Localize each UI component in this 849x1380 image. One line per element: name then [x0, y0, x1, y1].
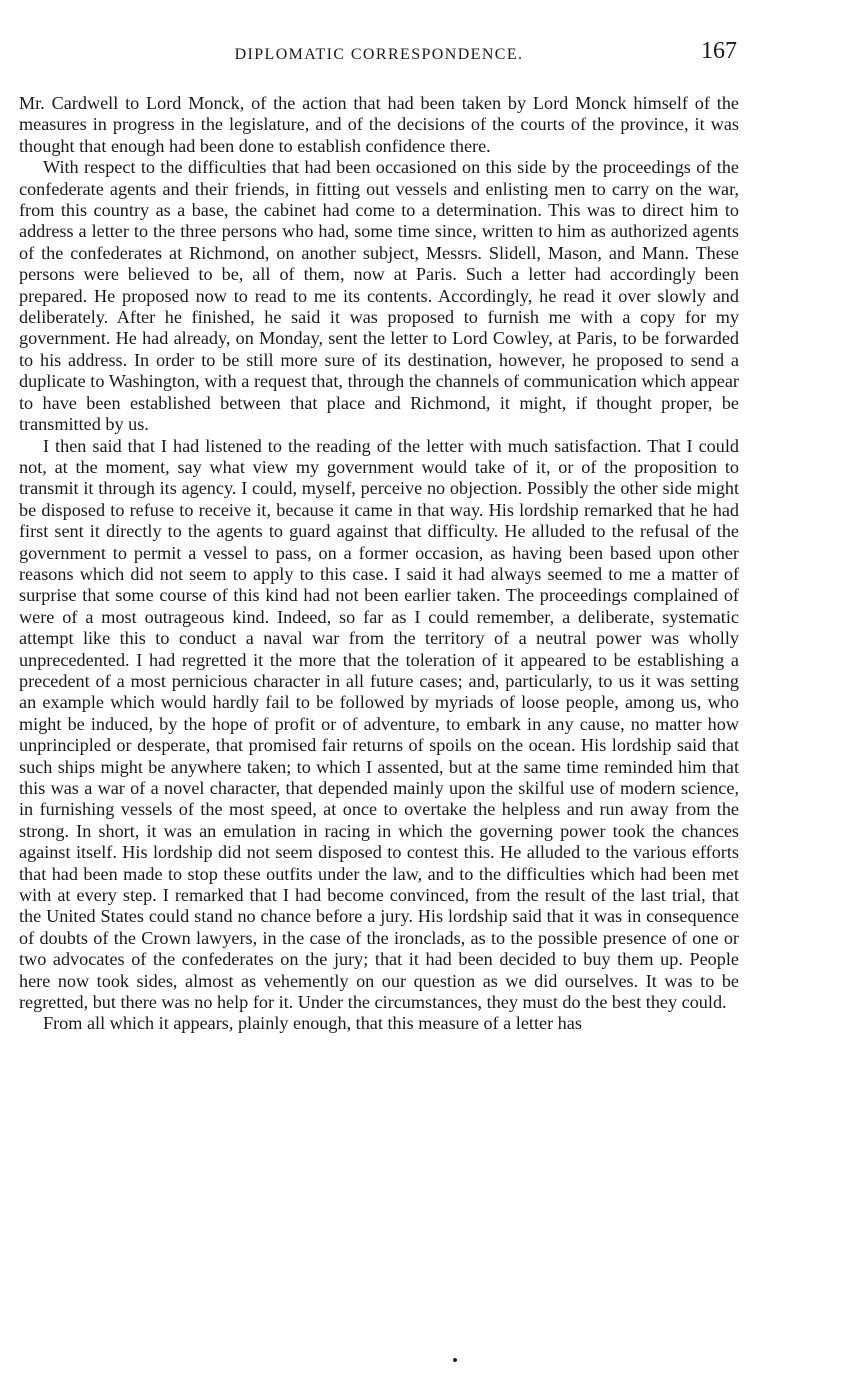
- body-text: [19, 93, 739, 1035]
- page-number: 167: [701, 38, 737, 64]
- running-title: DIPLOMATIC CORRESPONDENCE.: [234, 46, 524, 63]
- running-head: [19, 38, 739, 72]
- paragraph: I then said that I had listened to the reading of the letter with much satisfaction. That I could not, at the moment, say what view my government would take of it, or of the proposition to transmit it through its agency. I could, myself, perceive no objection. Possibly the other side might be disposed to refuse to receive it, because it came in that way. His lordship remarked that he had first sent it directly to the agents to guard against that difficulty. He alluded to the refusal of the government to permit a vessel to pass, on a former occasion, as having been based upon other reasons which did not seem to apply to this case. I said it had always seemed to me a matter of surprise that some course of this kind had not been earlier taken. The proceedings complained of were of a most outrageous kind. Indeed, so far as I could remember, a deliberate, systematic attempt like this to conduct a naval war from the territory of a neutral power was wholly unprecedented. I had regretted it the more that the toleration of it appeared to be establishing a precedent of a most pernicious character in all future cases; and, particularly, to us it was setting an example which would hardly fail to be followed by myriads of loose people, among us, who might be induced, by the hope of profit or of adventure, to embark in any cause, no matter how unprincipled or desperate, that promised fair returns of spoils on the ocean. His lordship said that such ships might be anywhere taken; to which I assented, but at the same time reminded him that this was a war of a novel character, that depended mainly upon the skilful use of modern science, in furnishing vessels of the most speed, at once to overtake the helpless and run away from the strong. In short, it was an emulation in racing in which the governing power took the chances against itself. His lordship did not seem disposed to contest this. He alluded to the various efforts that had been made to stop these outfits under the law, and to the difficulties which had been met with at every step. I remarked that I had become convinced, from the result of the last trial, that the United States could stand no chance before a jury. His lordship said that it was in consequence of doubts of the Crown lawyers, in the case of the ironclads, as to the possible presence of one or two advocates of the confederates on the jury; that it had been decided to buy them up. People here now took sides, almost as vehemently on our question as we did ourselves. It was to be regretted, but there was no help for it. Under the circumstances, they must do the best they could.: [19, 435, 739, 1013]
- footer-dot-mark: [453, 1358, 457, 1362]
- paragraph: From all which it appears, plainly enough, that this measure of a letter has: [43, 1013, 582, 1034]
- paragraph: With respect to the difficulties that had been occasioned on this side by the proceedings of the confederate agents and their friends, in fitting out vessels and enlisting men to carry on the war, from this country as a base, the cabinet had come to a determination. This was to direct him to address a letter to the three persons who had, some time since, written to him as authorized agents of the confederates at Richmond, on another subject, Messrs. Slidell, Mason, and Mann. These persons were believed to be, all of them, now at Paris. Such a letter had accordingly been prepared. He proposed now to read to me its contents. Accordingly, he read it over slowly and deliberately. After he finished, he said it was proposed to furnish me with a copy for my government. He had already, on Monday, sent the letter to Lord Cowley, at Paris, to be forwarded to his address. In order to be still more sure of its destination, however, he proposed to send a duplicate to Washington, with a request that, through the channels of communication which appear to have been established between that place and Richmond, it might, if thought proper, be transmitted by us.: [19, 157, 739, 435]
- document-page: [19, 38, 739, 1035]
- paragraph-continuation: Mr. Cardwell to Lord Monck, of the action that had been taken by Lord Monck himself of the measures in progress in the legislature, and of the decisions of the courts of the province, it was thought that enough had been done to establish confidence there.: [19, 93, 739, 156]
